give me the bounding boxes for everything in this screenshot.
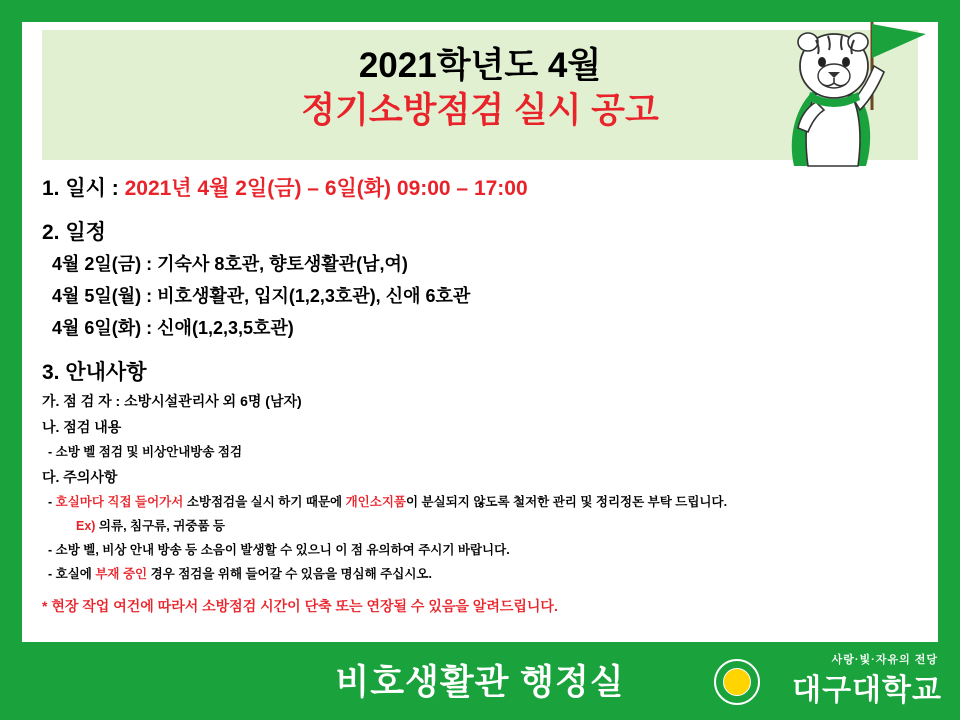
example-text: 의류, 침구류, 귀중품 등	[95, 519, 225, 533]
poster-footer	[0, 645, 960, 720]
poster-title-line1: 2021학년도 4월	[358, 46, 602, 85]
tiger-mascot-icon	[754, 14, 934, 174]
section-1-datetime	[42, 174, 922, 204]
university-name: 대구대학교	[792, 674, 942, 707]
item-c-1-red-belongings: 개인소지품	[345, 495, 406, 509]
section-2-heading: 2. 일정	[42, 221, 106, 244]
item-c-1-mid: 소방점검을 실시 하기 때문에	[183, 495, 346, 509]
poster-title-line2: 정기소방점검 실시 공고	[301, 91, 659, 130]
item-a-inspector	[42, 388, 922, 414]
item-c-3-pre: - 호실에	[48, 567, 96, 581]
item-b-heading: 나. 점검 내용	[42, 419, 122, 435]
item-b-detail: - 소방 벨 점검 및 비상안내방송 점검	[48, 445, 243, 459]
item-a-count: 6명	[240, 393, 262, 409]
item-c-1-end: 이 분실되지 않도록 철저한 관리 및 정리정돈 부탁 드립니다.	[406, 495, 728, 509]
item-c-note-3	[48, 562, 922, 586]
university-slogan: 사랑·빛·자유의 전당	[831, 654, 938, 666]
item-a-post: (남자)	[261, 393, 302, 409]
example-label: Ex)	[76, 519, 96, 533]
item-c-note-1	[48, 490, 922, 514]
schedule-line-1: 4월 2일(금) : 기숙사 8호관, 향토생활관(남,여)	[52, 254, 408, 274]
item-a-pre: 가. 점 검 자 : 소방시설관리사 외	[42, 393, 241, 409]
item-c-3-red-absent: 부재 중인	[95, 567, 148, 581]
item-c-note-2: - 소방 벨, 비상 안내 방송 등 소음이 발생할 수 있으니 이 점 유의하여 주시기 바랍니다.	[48, 543, 510, 557]
section-1-value: 2021년 4월 2일(금) – 6일(화) 09:00 – 17:00	[124, 177, 528, 200]
item-c-example	[76, 514, 922, 538]
university-seal-inner	[723, 668, 751, 696]
section-1-label: 1. 일시 :	[42, 177, 125, 200]
item-c-1-dash: -	[48, 495, 56, 509]
item-c-3-post: 경우 점검을 위해 들어갈 수 있음을 명심해 주십시오.	[147, 567, 432, 581]
university-seal-icon	[714, 659, 760, 705]
schedule-line-2: 4월 5일(월) : 비호생활관, 입지(1,2,3호관), 신애 6호관	[52, 286, 471, 306]
poster-body	[42, 172, 922, 620]
schedule-line-3: 4월 6일(화) : 신애(1,2,3,5호관)	[52, 318, 294, 338]
item-c-heading: 다. 주의사항	[42, 469, 118, 485]
office-name: 비호생활관 행정실	[335, 663, 625, 702]
section-3-heading: 3. 안내사항	[42, 361, 147, 384]
item-c-1-red-enter: 호실마다 직접 들어가서	[55, 495, 184, 509]
footnote-warning: * 현장 작업 여건에 따라서 소방점검 시간이 단축 또는 연장될 수 있음을 알려드립니다.	[42, 598, 558, 614]
